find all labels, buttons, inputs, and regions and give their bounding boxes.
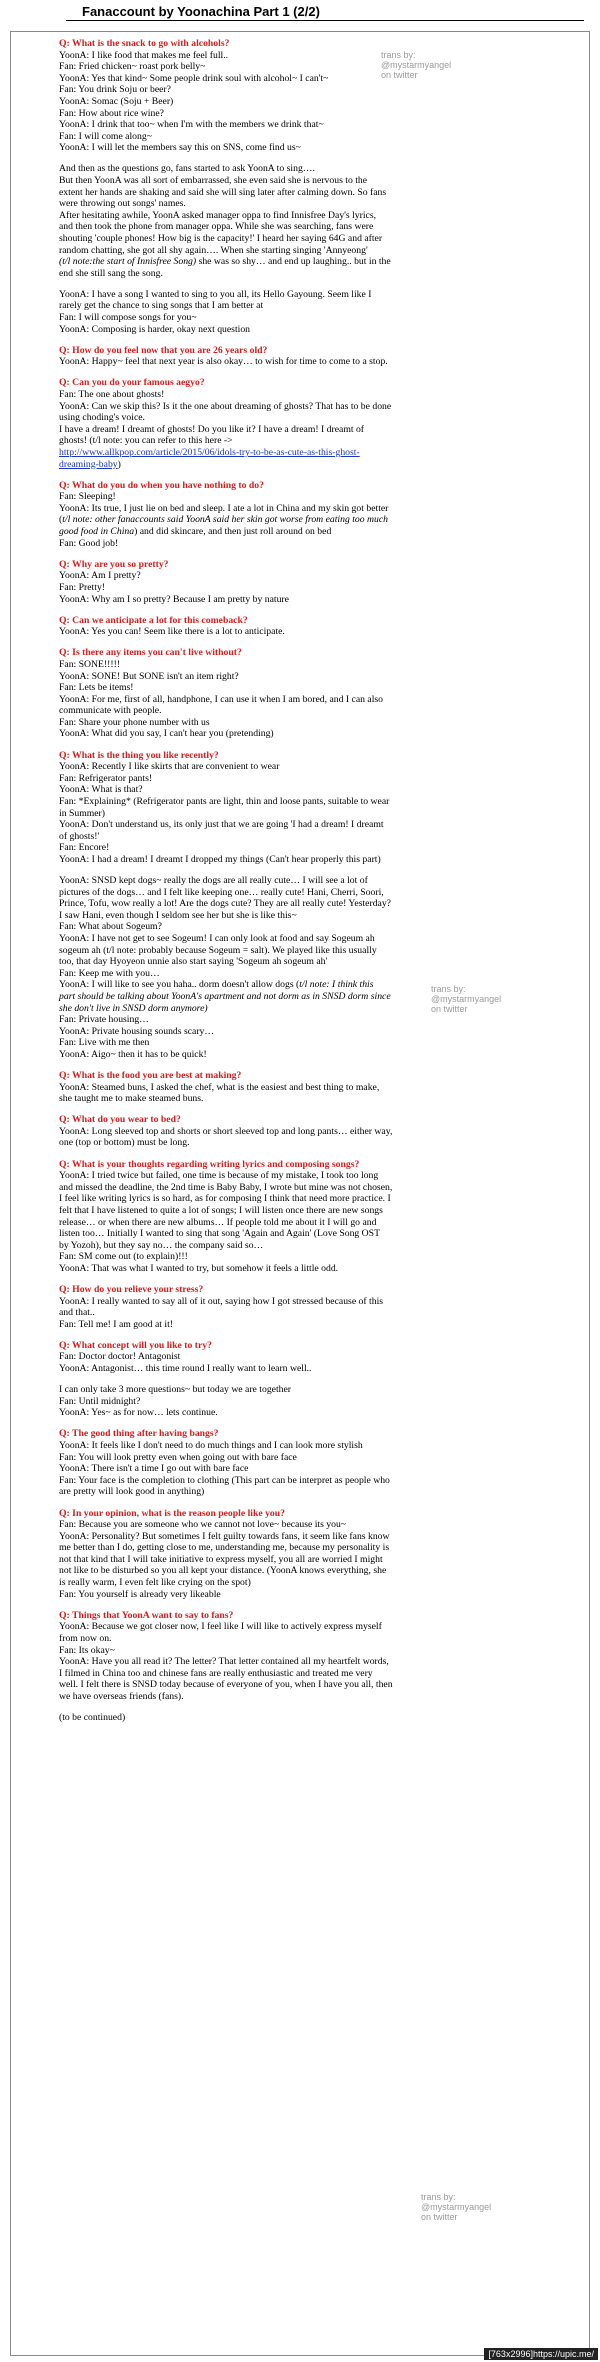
text-line	[59, 345, 579, 357]
text-line	[59, 514, 579, 526]
text-line	[59, 1205, 579, 1217]
text-segment: Fan: Tell me! I am good at it!	[59, 1318, 174, 1330]
qa-block	[59, 1070, 579, 1105]
qa-block	[59, 750, 579, 866]
text-segment: is really warm, I even felt like crying on the spot)	[59, 1577, 251, 1589]
question-text: Q: What is the snack to go with alcohols?	[59, 38, 230, 49]
text-line	[59, 480, 579, 492]
text-line	[59, 1428, 579, 1440]
text-line	[59, 582, 579, 594]
watermark-line: trans by:	[381, 50, 416, 60]
text-line	[59, 1452, 579, 1464]
text-line	[59, 163, 579, 175]
text-line	[59, 921, 579, 933]
text-segment: Fan: You drink Soju or beer?	[59, 84, 171, 96]
text-line	[59, 1712, 579, 1724]
text-segment: Fan: What about Sogeum?	[59, 921, 162, 933]
text-segment: YoonA: I have not get to see Sogeum! I can only look at food and say Sogeum ah	[59, 932, 375, 944]
question-text: Q: In your opinion, what is the reason people like you?	[59, 1507, 285, 1519]
text-line	[59, 1577, 579, 1589]
text-segment: YoonA: Composing is harder, okay next question	[59, 323, 251, 335]
question-text: Q: How do you feel now that you are 26 years old?	[59, 344, 268, 356]
question-text: Q: What do you do when you have nothing to do?	[59, 479, 264, 491]
text-line	[59, 84, 579, 96]
text-line	[59, 324, 579, 336]
text-line	[59, 910, 579, 922]
text-segment: too, that day Hyoyeon unnie also start saying 'Sogeum ah sogeum ah'	[59, 956, 328, 968]
text-segment: YoonA: Yes~ as for now… lets continue.	[59, 1407, 218, 1419]
text-segment: one (top or bottom) must be long.	[59, 1137, 190, 1149]
text-line	[59, 750, 579, 762]
qa-block	[59, 1159, 579, 1275]
text-segment: ghosts! (t/l note: you can refer to this here ->	[59, 435, 233, 447]
text-segment: pictures of the dogs… and I felt like keeping one… really cute! Hani, Cherri, Soori,	[59, 886, 384, 898]
qa-block	[59, 647, 579, 740]
qa-block	[59, 480, 579, 550]
text-segment: end she still sang the song.	[59, 267, 163, 279]
text-line	[59, 842, 579, 854]
text-line	[59, 1082, 579, 1094]
text-line	[59, 1049, 579, 1061]
text-segment: well. I felt there is SNSD today because of everyone of you, when I have you all, then	[59, 1679, 393, 1691]
text-segment: I have a dream! I dreamt of ghosts! Do you like it? I have a dream! I dreamt of	[59, 423, 365, 435]
text-line	[59, 671, 579, 683]
text-line	[59, 1217, 579, 1229]
qa-block	[59, 289, 579, 335]
text-segment: YoonA: SNSD kept dogs~ really the dogs are all really cute… I will see a lot of	[59, 875, 368, 886]
text-line	[59, 1159, 579, 1171]
text-segment: YoonA: Because we got closer now, I feel like I will like to actively express myself	[59, 1621, 382, 1633]
text-segment: YoonA: Can we skip this? Is it the one about dreaming of ghosts? That has to be done	[59, 400, 392, 412]
qa-block	[59, 377, 579, 470]
text-line	[59, 968, 579, 980]
text-segment: Fan: You yourself is already very likeable	[59, 1588, 221, 1600]
text-line	[59, 1026, 579, 1038]
text-segment: communicate with people.	[59, 705, 162, 717]
text-line	[59, 1284, 579, 1296]
text-line	[59, 1554, 579, 1566]
text-line	[59, 1351, 579, 1363]
text-line	[59, 1319, 579, 1331]
text-segment: YoonA: Steamed buns, I asked the chef, what is the easiest and best thing to make,	[59, 1081, 380, 1093]
text-line	[59, 705, 579, 717]
text-line	[59, 491, 579, 503]
text-line	[59, 559, 579, 571]
text-line	[59, 1093, 579, 1105]
text-segment: YoonA: There isn't a time I go out with bare face	[59, 1463, 249, 1475]
text-line	[59, 1037, 579, 1049]
text-line	[59, 108, 579, 120]
qa-block	[59, 1712, 579, 1724]
text-segment: YoonA: For me, first of all, handphone, I can use it when I am bored, and I can also	[59, 693, 384, 705]
text-line	[59, 1240, 579, 1252]
text-segment: YoonA: Am I pretty?	[59, 570, 141, 582]
text-segment: YoonA: I had a dream! I dreamt I dropped my things (Can't hear properly this part)	[59, 853, 381, 865]
qa-block	[59, 1610, 579, 1703]
text-segment: Fan: Fried chicken~ roast pork belly~	[59, 61, 206, 73]
text-segment: YoonA: What did you say, I can't hear you (pretending)	[59, 728, 274, 740]
text-segment: I feel like writing lyrics is so hard, as for composing I think that need more practice. I	[59, 1193, 391, 1205]
text-line	[59, 1531, 579, 1543]
text-segment: t/l note: I think this	[299, 979, 374, 991]
text-line	[59, 1679, 579, 1691]
question-text: Q: What is your thoughts regarding writing lyrics and composing songs?	[59, 1158, 360, 1170]
text-segment: )	[117, 458, 121, 470]
text-segment: Fan: The one about ghosts!	[59, 389, 165, 401]
question-text: Q: The good thing after having bangs?	[59, 1428, 219, 1440]
text-line	[59, 1251, 579, 1263]
text-segment: (t/l note:the start of Innisfree Song)	[59, 256, 197, 268]
text-segment: YoonA: Antagonist… this time round I really want to learn well..	[59, 1363, 312, 1375]
text-line	[59, 187, 579, 199]
text-line	[59, 831, 579, 843]
text-line	[59, 256, 579, 268]
text-line	[59, 289, 579, 301]
text-segment: not that kind that I will take initiative to express myself, you all are worried I might	[59, 1553, 383, 1565]
page-title: Fanaccount by Yoonachina Part 1 (2/2)	[82, 4, 320, 19]
text-segment: random chatting, she got all shy again…. When she starting singing 'Annyeong'	[59, 244, 368, 256]
text-line	[59, 142, 579, 154]
text-line	[59, 73, 579, 85]
text-line	[59, 1589, 579, 1601]
text-line	[59, 447, 579, 459]
text-segment: and that..	[59, 1307, 95, 1319]
text-segment: YoonA: Don't understand us, its only just that we are going 'I had a dream! I dreamt	[59, 819, 384, 831]
text-segment: Fan: Private housing…	[59, 1014, 149, 1026]
text-segment: YoonA: Happy~ feel that next year is also okay… to wish for time to come to a stop.	[59, 356, 388, 368]
watermark-line: @mystarmyangel	[421, 2202, 492, 2212]
text-segment: I saw Hani, even though I seldom see her but she is like this~	[59, 909, 297, 921]
text-segment: YoonA: I will like to see you haha.. dorm doesn't allow dogs (	[59, 979, 300, 991]
text-line	[59, 1440, 579, 1452]
text-segment: Fan: How about rice wine?	[59, 107, 164, 119]
text-segment: YoonA: I will let the members say this on SNS, come find us~	[59, 142, 301, 154]
text-line	[59, 435, 579, 447]
text-line	[59, 1691, 579, 1703]
text-line	[59, 1114, 579, 1126]
qa-block	[59, 38, 579, 154]
text-line	[59, 1307, 579, 1319]
qa-block	[59, 875, 579, 1061]
text-line	[59, 933, 579, 945]
text-segment: After hesitating awhile, YoonA asked manager oppa to find Innisfree Day's lyrics,	[59, 209, 377, 221]
text-segment: YoonA: Have you all read it? The letter? That letter contained all my heartfelt words,	[59, 1656, 389, 1668]
text-segment: sogeum ah (t/l note: probably because Sogeum = salt). We played like this usually	[59, 944, 377, 956]
text-segment: we have overseas friends (fans).	[59, 1690, 184, 1702]
text-segment: listen too… Initially I wanted to sing that song 'Again and Again' (Love Song OST	[59, 1228, 380, 1240]
text-line	[59, 268, 579, 280]
text-line	[59, 96, 579, 108]
text-segment: Fan: I will come along~	[59, 130, 152, 142]
text-segment: Fan: Your face is the completion to clothing (This part can be interpret as people who	[59, 1474, 390, 1486]
question-text: Q: Can you do your famous aegyo?	[59, 377, 205, 389]
text-line	[59, 175, 579, 187]
text-segment: and missed the deadline, the 2nd time is Baby Baby, I wrote but mine was not chosen,	[59, 1181, 393, 1193]
text-line	[59, 819, 579, 831]
text-segment: I filmed in China too and chinese fans are really enthusiastic and treated me very	[59, 1667, 373, 1679]
text-segment: YoonA: That was what I wanted to try, but somehow it feels a little odd.	[59, 1262, 339, 1274]
text-line	[59, 61, 579, 73]
text-segment: Fan: I will compose songs for you~	[59, 312, 197, 324]
text-line	[59, 1228, 579, 1240]
text-segment: of ghosts!'	[59, 830, 100, 842]
qa-block	[59, 163, 579, 279]
text-line	[59, 945, 579, 957]
text-segment: YoonA: Yes that kind~ Some people drink soul with alcohol~ I can't~	[59, 72, 329, 84]
watermark-line: trans by:	[421, 2192, 456, 2202]
text-segment: YoonA: Why am I so pretty? Because I am pretty by nature	[59, 593, 289, 605]
qa-block	[59, 1284, 579, 1330]
text-line	[59, 389, 579, 401]
text-line	[59, 659, 579, 671]
text-line	[59, 401, 579, 413]
watermark	[431, 984, 501, 1014]
text-line	[59, 626, 579, 638]
text-line	[59, 594, 579, 606]
text-line	[59, 898, 579, 910]
text-line	[59, 784, 579, 796]
text-line	[59, 356, 579, 368]
question-text: Q: Can we anticipate a lot for this comeback?	[59, 614, 248, 626]
text-segment: YoonA: Long sleeved top and shorts or short sleeved top and long pants… either way,	[59, 1125, 393, 1137]
text-segment: YoonA: I really wanted to say all of it out, saying how I got stressed because of this	[59, 1295, 384, 1307]
text-segment: YoonA: I drink that too~ when I'm with the members we drink that~	[59, 119, 324, 131]
text-line	[59, 1384, 579, 1396]
watermark-line: trans by:	[431, 984, 466, 994]
text-line	[59, 1296, 579, 1308]
text-line	[59, 1137, 579, 1149]
text-line	[59, 1656, 579, 1668]
text-line	[59, 1519, 579, 1531]
text-line	[59, 1565, 579, 1577]
text-line	[59, 1014, 579, 1026]
text-line	[59, 1182, 579, 1194]
article-link[interactable]: dreaming-baby	[59, 458, 118, 470]
text-line	[59, 875, 579, 887]
question-text: Q: Is there any items you can't live without?	[59, 647, 242, 659]
text-line	[59, 412, 579, 424]
qa-block	[59, 1340, 579, 1375]
text-segment: Fan: Share your phone number with us	[59, 716, 210, 728]
text-line	[59, 1407, 579, 1419]
text-segment: YoonA: Somac (Soju + Beer)	[59, 95, 174, 107]
fanaccount-text-card	[10, 31, 590, 2356]
text-line	[59, 424, 579, 436]
text-segment: Fan: Lets be items!	[59, 682, 134, 694]
text-line	[59, 459, 579, 471]
text-segment: (	[59, 514, 63, 526]
text-segment: ) and did skincare, and then just roll around on bed	[134, 526, 332, 538]
text-segment: shouting 'couple phones! How big is the capacity!' I heard her saying 64G and after	[59, 233, 383, 244]
watermark-line: @mystarmyangel	[431, 994, 502, 1004]
text-segment: rarely get the chance to sing songs that I am better at	[59, 300, 264, 312]
text-line	[59, 1633, 579, 1645]
text-segment: YoonA: It feels like I don't need to do much things and I can look more stylish	[59, 1440, 363, 1452]
text-segment: she was so shy… and end up laughing.. but in the	[196, 256, 391, 268]
text-line	[59, 808, 579, 820]
text-segment: are pretty will look good in anything)	[59, 1486, 205, 1498]
text-line	[59, 1475, 579, 1487]
text-line	[59, 570, 579, 582]
article-link[interactable]: http://www.allkpop.com/article/2015/06/idols-try-to-be-as-cute-as-this-ghost-	[59, 447, 360, 458]
text-line	[59, 1363, 579, 1375]
text-line	[59, 615, 579, 627]
text-segment: Fan: Encore!	[59, 842, 110, 854]
qa-block	[59, 1428, 579, 1498]
text-line	[59, 1621, 579, 1633]
question-text: Q: Why are you so pretty?	[59, 558, 169, 570]
text-line	[59, 796, 579, 808]
text-line	[59, 119, 579, 131]
text-segment: extent her hands are shaking and said she will sing later after calming down. So fans	[59, 186, 387, 198]
text-line	[59, 1396, 579, 1408]
text-line	[59, 728, 579, 740]
text-line	[59, 1486, 579, 1498]
text-line	[59, 854, 579, 866]
text-segment: Fan: Refrigerator pants!	[59, 772, 153, 784]
text-line	[59, 1542, 579, 1554]
text-line	[59, 761, 579, 773]
text-line	[59, 1170, 579, 1182]
text-segment: part should be talking about YoonA's apartment and not dorm as in SNSD dorm since	[59, 990, 391, 1002]
text-segment: me better than I do, getting close to me, understanding me, because my personality is	[59, 1542, 390, 1554]
text-segment: YoonA: Private housing sounds scary…	[59, 1025, 215, 1037]
text-segment: using choding's voice.	[59, 412, 145, 424]
text-line	[59, 1610, 579, 1622]
watermark-line: on twitter	[421, 2212, 458, 2222]
text-segment: Fan: Until midnight?	[59, 1395, 141, 1407]
question-text: Q: What is the thing you like recently?	[59, 749, 219, 761]
text-segment: from now on.	[59, 1632, 112, 1644]
text-line	[59, 1463, 579, 1475]
text-segment: Fan: Pretty!	[59, 581, 106, 593]
text-segment: YoonA: Aigo~ then it has to be quick!	[59, 1048, 207, 1060]
text-line	[59, 245, 579, 257]
text-segment: Fan: Sleeping!	[59, 491, 116, 503]
text-line	[59, 717, 579, 729]
text-segment: were throwing out songs' names.	[59, 198, 186, 210]
text-line	[59, 503, 579, 515]
text-line	[59, 1263, 579, 1275]
question-text: Q: What do you wear to bed?	[59, 1114, 181, 1126]
text-line	[59, 300, 579, 312]
text-segment: YoonA: What is that?	[59, 784, 143, 796]
text-segment: Fan: *Explaining* (Refrigerator pants are light, thin and loose pants, suitable to wear	[59, 795, 390, 807]
text-line	[59, 233, 579, 245]
qa-block	[59, 1114, 579, 1149]
text-segment: in Summer)	[59, 807, 106, 819]
text-line	[59, 131, 579, 143]
text-line	[59, 50, 579, 62]
text-segment: she taught me to make steamed buns.	[59, 1093, 204, 1105]
question-text: Q: Things that YoonA want to say to fans?	[59, 1609, 234, 1621]
text-segment: YoonA: I have a song I wanted to sing to you all, its Hello Gayoung. Seem like I	[59, 288, 372, 300]
text-segment: YoonA: Its true, I just lie on bed and sleep. I ate a lot in China and my skin got better	[59, 502, 389, 514]
qa-block	[59, 559, 579, 605]
qa-block	[59, 615, 579, 638]
text-line	[59, 647, 579, 659]
text-line	[59, 210, 579, 222]
text-line	[59, 312, 579, 324]
watermark-line: on twitter	[431, 1004, 468, 1014]
text-line	[59, 1508, 579, 1520]
question-text: Q: What is the food you are best at making?	[59, 1070, 242, 1081]
text-line	[59, 887, 579, 899]
text-segment: Fan: Live with me then	[59, 1037, 150, 1049]
title-bar	[66, 0, 584, 21]
text-segment: Fan: Keep me with you…	[59, 967, 160, 979]
text-segment: Fan: SONE!!!!!	[59, 658, 121, 670]
text-line	[59, 538, 579, 550]
text-segment: YoonA: I tried twice but failed, one time is because of my mistake, I took too long	[59, 1170, 379, 1182]
watermark-line: on twitter	[381, 70, 418, 80]
text-line	[59, 1645, 579, 1657]
transcript-content	[59, 38, 579, 1724]
text-segment: Fan: Doctor doctor! Antagonist	[59, 1351, 181, 1363]
text-line	[59, 377, 579, 389]
text-segment: t/l note: other fanaccounts said YoonA said her skin got worse from eating too much	[62, 514, 389, 526]
text-line	[59, 1340, 579, 1352]
question-text: Q: How do you relieve your stress?	[59, 1284, 204, 1295]
text-segment: Fan: Good job!	[59, 537, 119, 549]
text-segment: good food in China	[59, 526, 135, 538]
watermark	[381, 50, 451, 80]
text-line	[59, 221, 579, 233]
text-segment: Fan: You will look pretty even when going out with bare face	[59, 1451, 297, 1463]
text-segment: YoonA: I like food that makes me feel full..	[59, 49, 229, 61]
text-segment: I can only take 3 more questions~ but today we are together	[59, 1384, 292, 1396]
qa-block	[59, 345, 579, 368]
text-segment: not like to be disturbed so you all kept your distance. (YoonA knows everything, she	[59, 1565, 387, 1577]
text-segment: felt that I have listened to quite a lot of songs; I will listen once there are new songs	[59, 1204, 383, 1216]
qa-block	[59, 1508, 579, 1601]
qa-block	[59, 1384, 579, 1419]
text-line	[59, 1126, 579, 1138]
text-line	[59, 38, 579, 50]
text-segment: Prince, Tofu, wow really a lot! Are the dogs cute? They are all really cute! Yesterday?	[59, 898, 391, 910]
question-text: Q: What concept will you like to try?	[59, 1339, 212, 1351]
text-segment: But then YoonA was all sort of embarrassed, she even said she is nervous to the	[59, 175, 368, 187]
text-line	[59, 1193, 579, 1205]
text-line	[59, 682, 579, 694]
text-line	[59, 526, 579, 538]
text-segment: release… or when there are new albums… If people told me about it I will go and	[59, 1216, 377, 1228]
text-segment: Fan: Because you are someone who we cannot not love~ because its you~	[59, 1519, 347, 1531]
text-segment: Fan: SM come out (to explain)!!!	[59, 1251, 188, 1263]
text-line	[59, 694, 579, 706]
watermark-line: @mystarmyangel	[381, 60, 452, 70]
text-segment: by Yozoh), but they say no… the company said so…	[59, 1239, 264, 1251]
text-segment: YoonA: Yes you can! Seem like there is a lot to anticipate.	[59, 626, 285, 638]
text-line	[59, 1668, 579, 1680]
text-line	[59, 198, 579, 210]
watermark	[421, 2192, 491, 2222]
text-line	[59, 1070, 579, 1082]
text-segment: YoonA: Recently I like skirts that are convenient to wear	[59, 761, 280, 773]
text-segment: and then took the phone from manager oppa. While she was searching, fans were	[59, 221, 374, 233]
text-segment: YoonA: SONE! But SONE isn't an item right?	[59, 670, 239, 682]
image-source-footer: [763x2996]https://upic.me/	[484, 2348, 598, 2360]
text-segment: she don't live in SNSD dorm anymore)	[59, 1002, 208, 1014]
text-segment: YoonA: Personality? But sometimes I felt guilty towards fans, it seem like fans know	[59, 1530, 390, 1542]
text-segment: (to be continued)	[59, 1712, 126, 1723]
text-segment: And then as the questions go, fans started to ask YoonA to sing….	[59, 163, 315, 175]
text-line	[59, 773, 579, 785]
text-line	[59, 956, 579, 968]
text-segment: Fan: Its okay~	[59, 1644, 115, 1656]
